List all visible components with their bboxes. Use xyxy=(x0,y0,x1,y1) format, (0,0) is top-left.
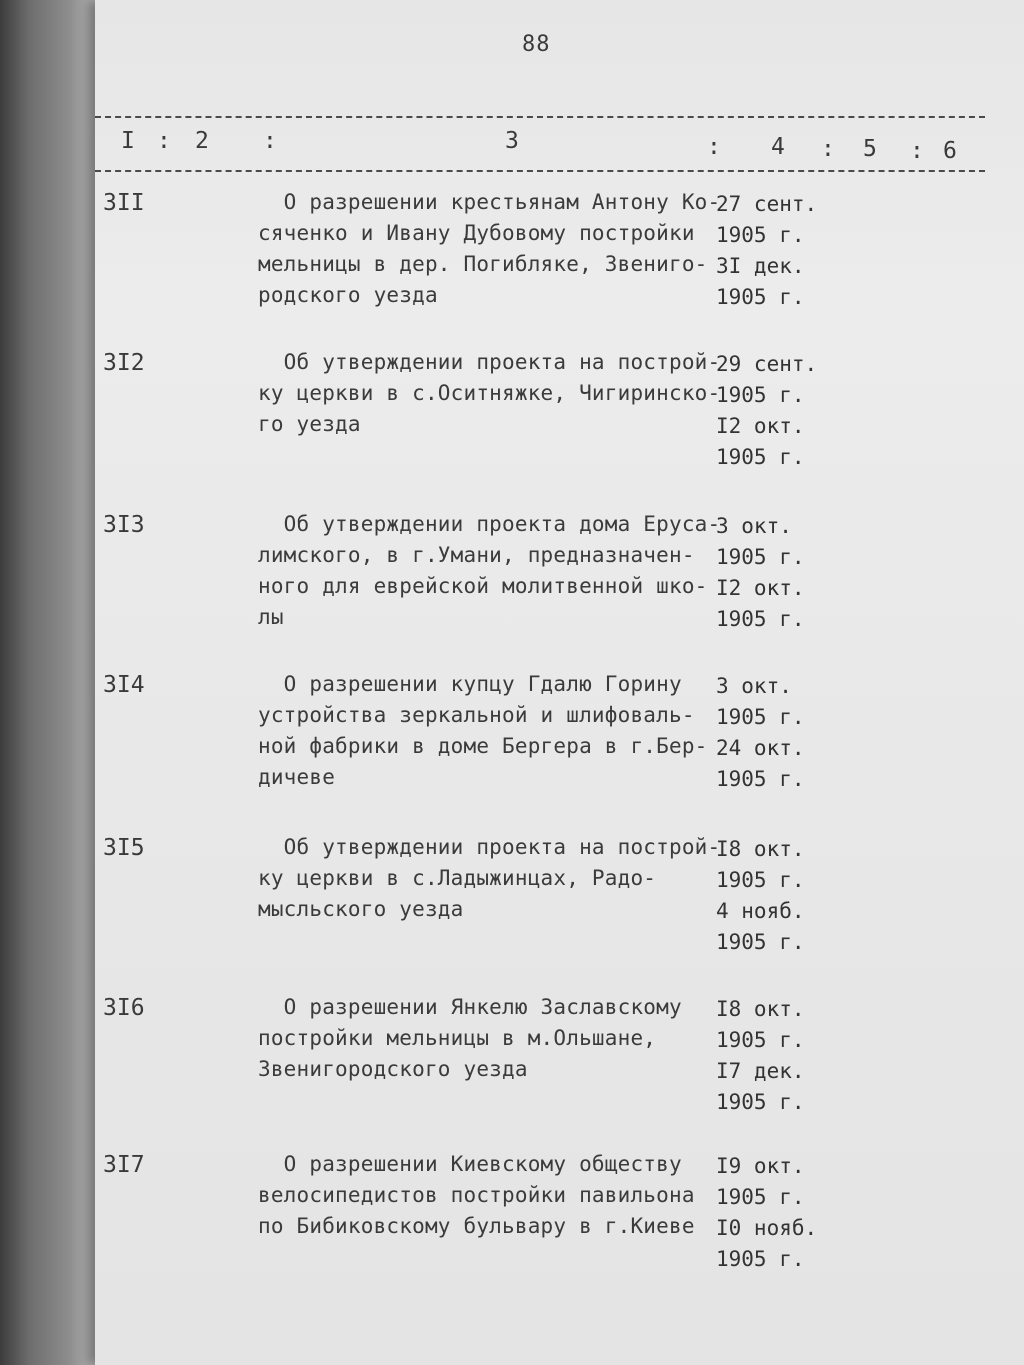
entry-text-line: сяченко и Ивану Дубовому постройки xyxy=(258,221,695,245)
entry-date: 1905 г. xyxy=(716,223,805,247)
entry-date: 29 сент. xyxy=(716,352,818,376)
header-col-5: 5 xyxy=(863,136,877,162)
entry-date: 1905 г. xyxy=(716,1090,805,1114)
entry-date: I8 окт. xyxy=(716,837,805,861)
entry-text-line: О разрешении купцу Гдалю Горину xyxy=(258,672,682,696)
entry-text-line: ку церкви в с.Ладыжинцах, Радо- xyxy=(258,866,657,890)
entry-date: 1905 г. xyxy=(716,445,805,469)
entry-date: 27 сент. xyxy=(716,192,818,216)
entry-date: 1905 г. xyxy=(716,1247,805,1271)
entry-date: I8 окт. xyxy=(716,997,805,1021)
entry-date: 3 окт. xyxy=(716,514,792,538)
entry-date: 1905 г. xyxy=(716,767,805,791)
entry-date: 1905 г. xyxy=(716,383,805,407)
entry-text-line: Звенигородского уезда xyxy=(258,1057,528,1081)
header-separator: : xyxy=(910,138,924,164)
entry-text-line: Об утверждении проекта на построй- xyxy=(258,835,721,859)
entry-date: 1905 г. xyxy=(716,285,805,309)
entry-date: I2 окт. xyxy=(716,576,805,600)
header-col-4: 4 xyxy=(771,134,785,160)
document-page xyxy=(95,0,1024,1365)
entry-number: 3I3 xyxy=(103,512,145,538)
entry-date: I7 дек. xyxy=(716,1059,805,1083)
entry-text-line: Об утверждении проекта на построй- xyxy=(258,350,721,374)
entry-date: 1905 г. xyxy=(716,1185,805,1209)
entry-text-line: ного для еврейской молитвенной шко- xyxy=(258,574,708,598)
entry-date: 1905 г. xyxy=(716,868,805,892)
entry-number: 3I5 xyxy=(103,835,145,861)
entry-text-line: по Бибиковскому бульвару в г.Киеве xyxy=(258,1214,695,1238)
header-col-2: 2 xyxy=(195,128,209,154)
header-col-6: 6 xyxy=(943,138,957,164)
entry-text-line: постройки мельницы в м.Ольшане, xyxy=(258,1026,657,1050)
entry-date: I2 окт. xyxy=(716,414,805,438)
entry-text-line: мысльского уезда xyxy=(258,897,464,921)
entry-text-line: устройства зеркальной и шлифоваль- xyxy=(258,703,695,727)
entry-number: 3I6 xyxy=(103,995,145,1021)
entry-text-line: лимского, в г.Умани, предназначен- xyxy=(258,543,695,567)
header-col-3: 3 xyxy=(505,128,519,154)
entry-date: I0 нояб. xyxy=(716,1216,818,1240)
entry-date: 3I дек. xyxy=(716,254,805,278)
header-col-1: I xyxy=(121,128,135,154)
header-separator: : xyxy=(157,128,171,154)
header-rule-bottom xyxy=(95,170,985,172)
entry-number: 3I4 xyxy=(103,672,145,698)
header-separator: : xyxy=(707,134,721,160)
book-binding-shadow xyxy=(0,0,95,1365)
entry-text-line: ной фабрики в доме Бергера в г.Бер- xyxy=(258,734,708,758)
entry-text-line: О разрешении Киевскому обществу xyxy=(258,1152,682,1176)
entry-date: 24 окт. xyxy=(716,736,805,760)
entry-date: 1905 г. xyxy=(716,607,805,631)
entry-text-line: го уезда xyxy=(258,412,361,436)
entry-text-line: ку церкви в с.Оситняжке, Чигиринско- xyxy=(258,381,721,405)
header-separator: : xyxy=(821,136,835,162)
entry-date: I9 окт. xyxy=(716,1154,805,1178)
header-separator: : xyxy=(263,128,277,154)
entry-number: 3I7 xyxy=(103,1152,145,1178)
entry-number: 3I2 xyxy=(103,350,145,376)
entry-text-line: О разрешении крестьянам Антону Ко- xyxy=(258,190,721,214)
entry-text-line: родского уезда xyxy=(258,283,438,307)
entry-text-line: велосипедистов постройки павильона xyxy=(258,1183,695,1207)
entry-number: 3II xyxy=(103,190,145,216)
entry-date: 4 нояб. xyxy=(716,899,805,923)
header-rule-top xyxy=(95,116,985,118)
entry-text-line: Об утверждении проекта дома Еруса- xyxy=(258,512,721,536)
entry-text-line: мельницы в дер. Погибляке, Звениго- xyxy=(258,252,708,276)
entry-text-line: лы xyxy=(258,605,284,629)
entry-text-line: дичеве xyxy=(258,765,336,789)
entry-date: 1905 г. xyxy=(716,1028,805,1052)
entry-date: 1905 г. xyxy=(716,545,805,569)
entry-date: 1905 г. xyxy=(716,705,805,729)
entry-date: 1905 г. xyxy=(716,930,805,954)
page-number: 88 xyxy=(522,32,551,57)
entry-date: 3 окт. xyxy=(716,674,792,698)
entry-text-line: О разрешении Янкелю Заславскому xyxy=(258,995,682,1019)
